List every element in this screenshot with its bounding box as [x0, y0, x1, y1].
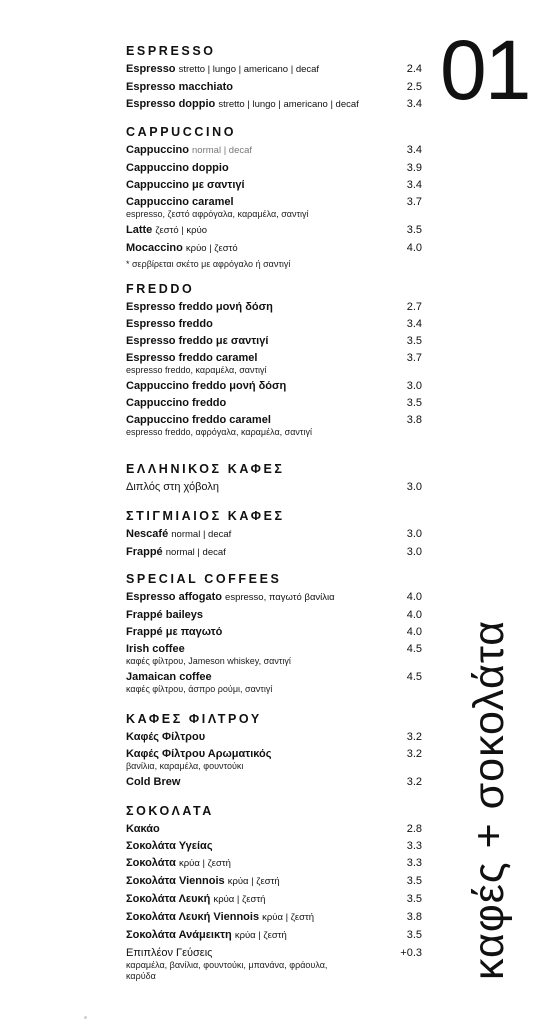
menu-item-line [126, 730, 422, 744]
menu-item-options: stretto | lungo | americano | decaf [218, 99, 359, 110]
menu-item-line [126, 178, 422, 192]
menu-item-label [126, 822, 160, 836]
menu-item-price: 3.0 [406, 380, 422, 392]
menu-item-price: +0.3 [400, 947, 422, 959]
decorative-dot [84, 1016, 87, 1019]
menu-item-line [126, 143, 422, 158]
menu-item-description: espresso, ζεστό αφρόγαλα, καραμέλα, σαντιγί [126, 209, 309, 219]
menu-item-description: βανίλια, καραμέλα, φουντούκι [126, 761, 244, 771]
menu-item-label [126, 910, 314, 925]
menu-item [126, 161, 422, 175]
menu-item-label [126, 300, 273, 314]
menu-item-name: Σοκολάτα Ανάμεικτη [126, 929, 232, 941]
menu-item-line [126, 874, 422, 889]
menu-item-line [126, 928, 422, 943]
menu-item-options: normal | decaf [192, 145, 253, 156]
menu-item-line [126, 97, 422, 112]
menu-item-price: 3.5 [406, 893, 422, 905]
menu-item-description: espresso freddo, καραμέλα, σαντιγί [126, 365, 267, 375]
menu-item-line [126, 413, 422, 427]
menu-item [126, 608, 422, 622]
menu-item-label [126, 670, 212, 684]
vertical-title: καφές + σοκολάτα [465, 619, 513, 980]
menu-item-label [126, 642, 185, 656]
menu-item-price: 2.8 [406, 823, 422, 835]
menu-item-line [126, 910, 422, 925]
menu-item-line [126, 223, 422, 238]
menu-item-label [126, 946, 212, 960]
menu-item [126, 178, 422, 192]
menu-item-name: Σοκολάτα Λευκή Viennois [126, 911, 260, 923]
menu-item-line [126, 334, 422, 348]
menu-item-line [126, 379, 422, 393]
menu-item-label [126, 480, 219, 494]
menu-item [126, 928, 422, 943]
menu-item-label [126, 223, 207, 238]
menu-item [126, 80, 422, 94]
menu-item-name: Καφές Φίλτρου [126, 731, 206, 743]
menu-section [126, 462, 422, 497]
menu-item-label [126, 856, 231, 871]
menu-section [126, 509, 422, 563]
menu-item-name: Latte [126, 224, 153, 236]
menu-item-label [126, 545, 226, 560]
menu-item [126, 670, 422, 695]
menu-item [126, 590, 422, 605]
menu-item-price: 4.5 [406, 671, 422, 683]
menu-item-label [126, 396, 226, 410]
menu-item [126, 413, 422, 438]
menu-section [126, 804, 422, 985]
menu-item-options: normal | decaf [165, 547, 226, 558]
menu-item-line [126, 195, 422, 209]
menu-item-name: Cappuccino με σαντιγί [126, 179, 245, 191]
menu-item [126, 874, 422, 889]
menu-item [126, 97, 422, 112]
menu-item-label [126, 730, 205, 744]
menu-item-name: Espresso affogato [126, 591, 222, 603]
menu-item-price: 3.4 [406, 318, 422, 330]
menu-item-name: Espresso freddo [126, 318, 213, 330]
menu-item-line [126, 856, 422, 871]
menu-item [126, 892, 422, 907]
menu-item-name: Cappuccino caramel [126, 196, 234, 208]
menu-item [126, 642, 422, 667]
menu-section [126, 282, 422, 441]
menu-item-name: Σοκολάτα Υγείας [126, 840, 213, 852]
menu-item-line [126, 775, 422, 789]
menu-item-label [126, 413, 271, 427]
menu-item-price: 3.2 [406, 731, 422, 743]
section-title: CAPPUCCINO [126, 125, 237, 139]
menu-section [126, 572, 422, 698]
menu-item-line [126, 62, 422, 77]
section-title: SPECIAL COFFEES [126, 572, 282, 586]
menu-item-price: 3.7 [406, 196, 422, 208]
section-title: ΣΟΚΟΛΑΤΑ [126, 804, 214, 818]
menu-item-name: Καφές Φίλτρου Αρωματικός [126, 748, 272, 760]
section-note: * σερβίρεται σκέτο με αφρόγαλο ή σαντιγί [126, 259, 291, 269]
menu-item-name: Cappuccino freddo [126, 397, 227, 409]
menu-item-line [126, 80, 422, 94]
menu-item-options: κρύα | ζεστή [227, 876, 280, 887]
menu-item-label [126, 80, 233, 94]
menu-item-name: Espresso freddo μονή δόση [126, 301, 273, 313]
menu-item-name: Jamaican coffee [126, 671, 212, 683]
menu-item-line [126, 396, 422, 410]
menu-item-price: 3.5 [406, 397, 422, 409]
menu-item-price: 3.0 [406, 546, 422, 558]
menu-item-label [126, 379, 286, 393]
menu-item-name: Διπλός στη χόβολη [126, 481, 219, 493]
menu-item [126, 480, 422, 494]
menu-item [126, 351, 422, 376]
menu-item-price: 3.5 [406, 224, 422, 236]
menu-item-label [126, 874, 280, 889]
menu-item-line [126, 161, 422, 175]
menu-item-label [126, 143, 252, 158]
menu-item [126, 747, 422, 772]
menu-item-name: Mocaccino [126, 242, 183, 254]
menu-item-price: 2.4 [406, 63, 422, 75]
menu-section [126, 44, 422, 115]
menu-item-options: espresso, παγωτό βανίλια [225, 592, 335, 603]
menu-item-name: Frappé [126, 546, 163, 558]
menu-item-line [126, 892, 422, 907]
menu-item-line [126, 625, 422, 639]
menu-item-label [126, 195, 234, 209]
menu-item-label [126, 317, 213, 331]
menu-item-price: 3.4 [406, 179, 422, 191]
menu-item-options: κρύα | ζεστή [213, 894, 266, 905]
menu-item-price: 3.7 [406, 352, 422, 364]
menu-item-options: κρύα | ζεστή [234, 930, 287, 941]
menu-item [126, 730, 422, 744]
menu-item-label [126, 97, 359, 112]
menu-item-line [126, 822, 422, 836]
menu-item-label [126, 608, 203, 622]
menu-item-price: 3.3 [406, 857, 422, 869]
menu-item-options: κρύα | ζεστή [262, 912, 315, 923]
menu-item-name: Cappuccino doppio [126, 162, 229, 174]
menu-item-price: 3.0 [406, 528, 422, 540]
menu-item-price: 4.0 [406, 626, 422, 638]
menu-item-options: normal | decaf [171, 529, 232, 540]
menu-item-line [126, 527, 422, 542]
menu-item-line [126, 300, 422, 314]
menu-item [126, 946, 422, 982]
menu-item-description: espresso freddo, αφρόγαλα, καραμέλα, σαντιγί [126, 427, 312, 437]
menu-item [126, 241, 422, 256]
menu-item-price: 3.2 [406, 776, 422, 788]
menu-item-line [126, 590, 422, 605]
menu-item [126, 317, 422, 331]
menu-item-name: Σοκολάτα Λευκή [126, 893, 211, 905]
page-number: 01 [440, 23, 530, 117]
menu-item-label [126, 351, 257, 365]
menu-item-label [126, 625, 222, 639]
menu-item [126, 379, 422, 393]
menu-item-price: 3.8 [406, 911, 422, 923]
section-title: ΣΤΙΓΜΙΑΙΟΣ ΚΑΦΕΣ [126, 509, 285, 523]
menu-item-name: Espresso freddo με σαντιγί [126, 335, 269, 347]
section-title: ΕΛΛΗΝΙΚΟΣ ΚΑΦΕΣ [126, 462, 285, 476]
menu-item-options: κρύα | ζεστή [178, 858, 231, 869]
menu-item [126, 62, 422, 77]
menu-item-label [126, 590, 335, 605]
menu-item-name: Frappé baileys [126, 609, 204, 621]
menu-item-name: Irish coffee [126, 643, 185, 655]
menu-item-line [126, 839, 422, 853]
menu-item-price: 4.5 [406, 643, 422, 655]
menu-item-price: 4.0 [406, 591, 422, 603]
menu-item-price: 2.7 [406, 301, 422, 313]
menu-item-name: Espresso macchiato [126, 81, 233, 93]
menu-item-price: 3.4 [406, 98, 422, 110]
menu-item-options: κρύο | ζεστό [185, 243, 238, 254]
menu-item-options: stretto | lungo | americano | decaf [178, 64, 320, 75]
menu-item-name: Cappuccino freddo caramel [126, 414, 271, 426]
section-title: ΚΑΦΕΣ ΦΙΛΤΡΟΥ [126, 712, 262, 726]
menu-item-name: Σοκολάτα [126, 857, 176, 869]
menu-item-description: καφές φίλτρου, Jameson whiskey, σαντιγί [126, 656, 291, 666]
menu-item-label [126, 178, 245, 192]
menu-item-description: καφές φίλτρου, άσπρο ρούμι, σαντιγί [126, 684, 273, 694]
menu-item [126, 839, 422, 853]
menu-item-price: 2.5 [406, 81, 422, 93]
menu-item [126, 625, 422, 639]
menu-item [126, 856, 422, 871]
menu-item-name: Κακάο [126, 823, 160, 835]
menu-section [126, 125, 422, 270]
menu-item-line [126, 351, 422, 365]
menu-item-name: Espresso freddo caramel [126, 352, 258, 364]
menu-item-label [126, 775, 180, 789]
menu-item-line [126, 608, 422, 622]
menu-item-label [126, 334, 268, 348]
menu-item-label [126, 241, 238, 256]
menu-item-price: 3.9 [406, 162, 422, 174]
menu-item-price: 4.0 [406, 609, 422, 621]
menu-item-label [126, 839, 213, 853]
menu-item-price: 3.8 [406, 414, 422, 426]
menu-item [126, 195, 422, 220]
menu-item [126, 143, 422, 158]
menu-item [126, 822, 422, 836]
menu-item-price: 3.5 [406, 335, 422, 347]
menu-item-label [126, 62, 319, 77]
menu-item-line [126, 545, 422, 560]
menu-item-line [126, 241, 422, 256]
menu-item-label [126, 527, 231, 542]
menu-item-line [126, 946, 422, 960]
menu-item [126, 300, 422, 314]
menu-item-price: 3.3 [406, 840, 422, 852]
menu-item-name: Espresso [126, 63, 176, 75]
menu-item-name: Επιπλέον Γεύσεις [126, 947, 213, 959]
menu-item-name: Cappuccino freddo μονή δόση [126, 380, 287, 392]
menu-item [126, 910, 422, 925]
menu-section [126, 712, 422, 792]
section-title: ESPRESSO [126, 44, 216, 58]
menu-item-label [126, 928, 287, 943]
menu-item-line [126, 642, 422, 656]
menu-item-name: Cold Brew [126, 776, 181, 788]
menu-item-label [126, 161, 229, 175]
menu-item-price: 3.4 [406, 144, 422, 156]
menu-item-price: 4.0 [406, 242, 422, 254]
menu-item [126, 334, 422, 348]
menu-item-name: Cappuccino [126, 144, 189, 156]
section-title: FREDDO [126, 282, 195, 296]
menu-item [126, 527, 422, 542]
menu-item-line [126, 317, 422, 331]
menu-item-name: Σοκολάτα Viennois [126, 875, 225, 887]
menu-item [126, 396, 422, 410]
menu-item-line [126, 670, 422, 684]
menu-item [126, 223, 422, 238]
menu-item-name: Espresso doppio [126, 98, 216, 110]
menu-item-label [126, 747, 271, 761]
menu-item-name: Nescafé [126, 528, 169, 540]
menu-item [126, 545, 422, 560]
menu-item-price: 3.5 [406, 875, 422, 887]
menu-item-description: καραμέλα, βανίλια, φουντούκι, μπανάνα, φράουλα, καρύδα [126, 960, 328, 981]
menu-item-options: ζεστό | κρύο [155, 225, 208, 236]
menu-item [126, 775, 422, 789]
menu-item-label [126, 892, 265, 907]
menu-item-line [126, 480, 422, 494]
menu-item-price: 3.0 [406, 481, 422, 493]
menu-item-line [126, 747, 422, 761]
menu-item-price: 3.2 [406, 748, 422, 760]
menu-item-name: Frappé με παγωτό [126, 626, 223, 638]
menu-item-price: 3.5 [406, 929, 422, 941]
